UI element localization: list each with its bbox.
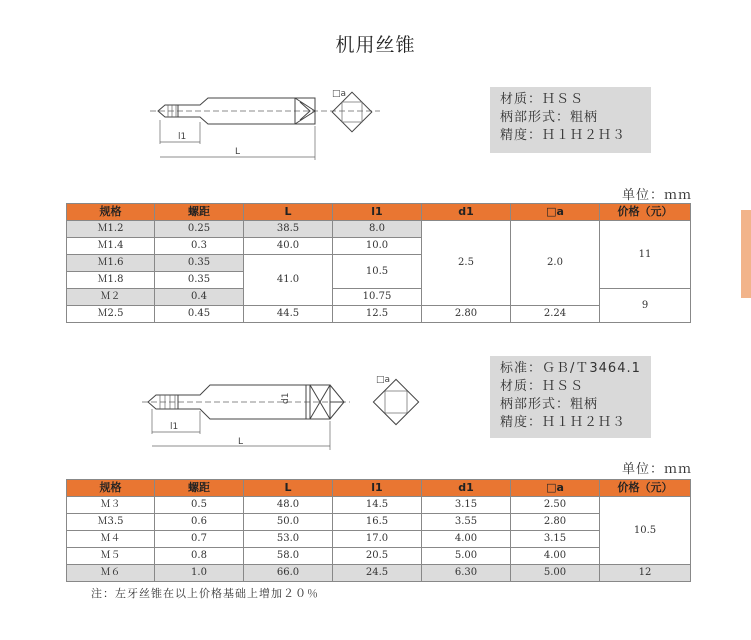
col-header: 价格（元） [600, 204, 691, 221]
cell-l1: 17.0 [333, 531, 422, 548]
cell-l1: 16.5 [333, 514, 422, 531]
cell-L: 50.0 [244, 514, 333, 531]
cell-l1: 10.0 [333, 238, 422, 255]
spec-line: 柄部形式：粗柄 [500, 110, 599, 125]
cell-pitch: 0.35 [155, 255, 244, 272]
col-header: 规格 [67, 480, 155, 497]
cell-price: 9 [600, 289, 691, 323]
cell-L: 66.0 [244, 565, 333, 582]
cell-spec: Ｍ３ [67, 497, 155, 514]
cell-spec: Ｍ1.8 [67, 272, 155, 289]
cell-L: 53.0 [244, 531, 333, 548]
col-header: d1 [422, 204, 511, 221]
cell-a: 5.00 [511, 565, 600, 582]
cell-spec: Ｍ２ [67, 289, 155, 306]
cell-pitch: 0.35 [155, 272, 244, 289]
cell-l1: 24.5 [333, 565, 422, 582]
a-label: □a [332, 89, 347, 99]
cell-l1: 8.0 [333, 221, 422, 238]
tap-drawing-1 [140, 82, 390, 162]
unit-label-2: 单位：ｍｍ [622, 462, 693, 477]
cell-spec: Ｍ1.6 [67, 255, 155, 272]
table-header [67, 204, 691, 221]
table-row [67, 531, 691, 548]
table-row [67, 306, 691, 323]
cell-price: 12 [600, 565, 691, 582]
cell-d1: 3.15 [422, 497, 511, 514]
cell-pitch: 0.25 [155, 221, 244, 238]
col-header: 螺距 [155, 480, 244, 497]
L-label: L [235, 147, 241, 157]
cell-d1: 3.55 [422, 514, 511, 531]
cell-spec: Ｍ６ [67, 565, 155, 582]
cell-l1: 10.75 [333, 289, 422, 306]
unit-label-1: 单位：ｍｍ [622, 188, 693, 203]
col-header: □a [511, 204, 600, 221]
cell-pitch: 0.4 [155, 289, 244, 306]
spec-table-2 [66, 479, 691, 582]
table-row [67, 221, 691, 238]
spec-line: 柄部形式：粗柄 [500, 397, 599, 412]
page-title: 机用丝锥 [335, 34, 416, 56]
spec-line: 精度：Ｈ１Ｈ２Ｈ３ [500, 415, 627, 430]
cell-a: 2.24 [511, 306, 600, 323]
l1-label: l1 [170, 422, 179, 432]
col-header: 螺距 [155, 204, 244, 221]
cell-spec: Ｍ3.5 [67, 514, 155, 531]
col-header: L [244, 480, 333, 497]
cell-d1: 4.00 [422, 531, 511, 548]
spec-line: 标准：ＧＢ/Ｔ3464.1 [500, 361, 641, 376]
cell-d1: 2.5 [422, 221, 511, 306]
spec-box-2 [490, 356, 651, 438]
spec-line: 精度：Ｈ１Ｈ２Ｈ３ [500, 128, 627, 143]
cell-price: 11 [600, 221, 691, 289]
cell-a: 3.15 [511, 531, 600, 548]
d1-label: d1 [281, 392, 291, 404]
a-label: □a [376, 375, 391, 385]
table-header [67, 480, 691, 497]
cell-l1: 10.5 [333, 255, 422, 289]
cell-L: 58.0 [244, 548, 333, 565]
cell-L: 40.0 [244, 238, 333, 255]
cell-L: 38.5 [244, 221, 333, 238]
cell-spec: Ｍ1.4 [67, 238, 155, 255]
table-row [67, 565, 691, 582]
table-row [67, 514, 691, 531]
spec-box-1 [490, 87, 651, 153]
spec-line: 材质：ＨＳＳ [500, 92, 585, 107]
cell-a: 2.50 [511, 497, 600, 514]
footnote: 注：左牙丝锥在以上价格基础上增加２０％ [91, 587, 319, 600]
cell-spec: Ｍ2.5 [67, 306, 155, 323]
cell-pitch: 0.45 [155, 306, 244, 323]
tap-drawing-2 [130, 362, 430, 452]
side-tab [741, 210, 751, 298]
cell-pitch: 0.8 [155, 548, 244, 565]
cell-spec: Ｍ４ [67, 531, 155, 548]
col-header: d1 [422, 480, 511, 497]
col-header: 规格 [67, 204, 155, 221]
cell-pitch: 0.3 [155, 238, 244, 255]
cell-L: 48.0 [244, 497, 333, 514]
cell-spec: Ｍ５ [67, 548, 155, 565]
cell-pitch: 0.5 [155, 497, 244, 514]
cell-L: 41.0 [244, 255, 333, 306]
cell-d1: 6.30 [422, 565, 511, 582]
L-label: L [238, 437, 244, 447]
cell-d1: 5.00 [422, 548, 511, 565]
col-header: 价格（元） [600, 480, 691, 497]
cell-price: 10.5 [600, 497, 691, 565]
cell-l1: 12.5 [333, 306, 422, 323]
spec-table-1 [66, 203, 691, 323]
cell-pitch: 0.6 [155, 514, 244, 531]
col-header: L [244, 204, 333, 221]
cell-d1: 2.80 [422, 306, 511, 323]
cell-spec: Ｍ1.2 [67, 221, 155, 238]
cell-l1: 14.5 [333, 497, 422, 514]
cell-a: 4.00 [511, 548, 600, 565]
cell-pitch: 1.0 [155, 565, 244, 582]
spec-line: 材质：ＨＳＳ [500, 379, 585, 394]
cell-L: 44.5 [244, 306, 333, 323]
table-row [67, 497, 691, 514]
l1-label: l1 [178, 132, 187, 142]
cell-l1: 20.5 [333, 548, 422, 565]
col-header: □a [511, 480, 600, 497]
cell-pitch: 0.7 [155, 531, 244, 548]
table-row [67, 548, 691, 565]
col-header: l1 [333, 204, 422, 221]
cell-a: 2.0 [511, 221, 600, 306]
cell-a: 2.80 [511, 514, 600, 531]
col-header: l1 [333, 480, 422, 497]
